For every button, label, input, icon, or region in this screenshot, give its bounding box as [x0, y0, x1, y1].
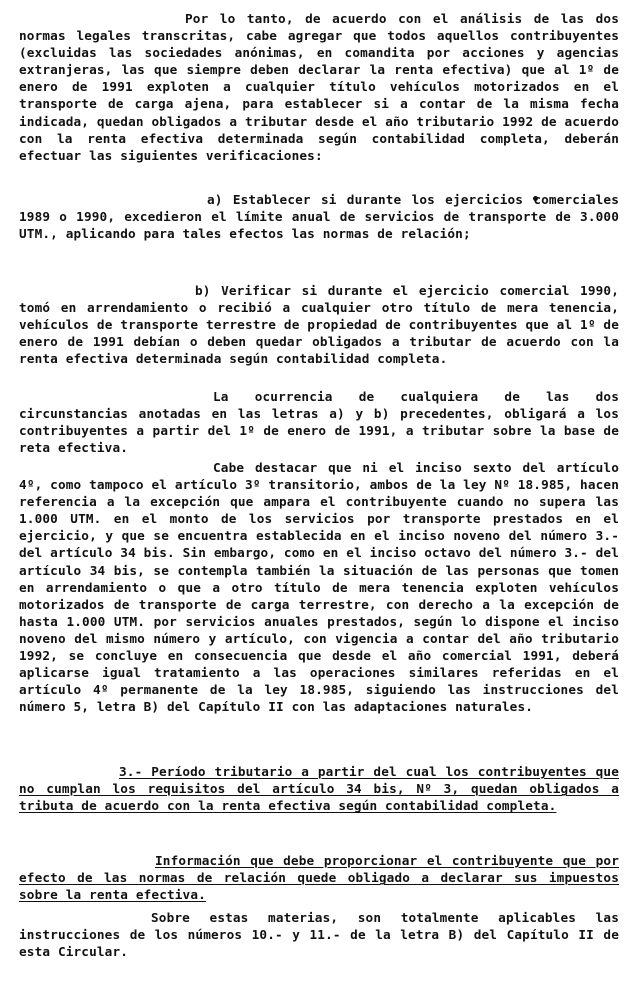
paragraph-item-a: a) Establecer si durante los ejercicios comerciales 1989 o 1990, excedieron el límite anual de servicios de transporte de 3.000 UTM., aplicando para tales efectos las normas de relación; [19, 192, 619, 242]
paragraph-item-b: b) Verificar si durante el ejercicio comercial 1990, tomó en arrendamiento o recibió a cualquier otro título de mera tenencia, vehículos de transporte terrestre de propiedad de contribuyentes que al 1º de enero de 1991 debían o deben quedar obligados a tributar de acuerdo con la renta efectiva determinada según contabilidad completa. [19, 283, 619, 367]
paragraph-highlight: Cabe destacar que ni el inciso sexto del artículo 4º, como tampoco el artículo 3º transitorio, ambos de la ley Nº 18.985, hacen referencia a la excepción que ampara el contribuyente cuando no supera las 1.000 UTM. en el monto de los servicios por transporte prestados en el ejercicio, y que se encuentra establecida en el inciso noveno del número 3.- del artículo 34 bis. Sin embargo, como en el inciso octavo del número 3.- del artículo 34 bis, se contempla también la situación de las personas que tomen en arrendamiento o que a otro título de mera tenencia exploten vehículos motorizados de transporte de carga terrestre, con derecho a la excepción de hasta 1.000 UTM. por servicios anuales prestados, según lo dispone el inciso noveno del mismo número y artículo, con vigencia a contar del año tributario 1992, se concluye en consecuencia que desde el año comercial 1991, deberá aplicarse igual tratamiento a las operaciones similares referidas en el artículo 4º permanente de la ley 18.985, siguiendo las instrucciones del número 5, letra B) del Capítulo II con las adaptaciones naturales. [19, 460, 619, 715]
paragraph-intro: Por lo tanto, de acuerdo con el análisis de las dos normas legales transcritas, cabe agregar que todos aquellos contribuyentes (excluidas las sociedades anónimas, en comandita por acciones y agencias extranjeras, las que siempre deben declarar la renta efectiva) que al 1º de enero de 1991 exploten a cualquier título vehículos motorizados en el transporte de carga ajena, para establecer si a contar de la misma fecha indicada, quedan obligados a tributar desde el año tributario 1992 de acuerdo con la renta efectiva determinada según contabilidad completa, deberán efectuar las siguientes verificaciones: [19, 11, 619, 163]
paragraph-occurrence: La ocurrencia de cualquiera de las dos circunstancias anotadas en las letras a) y b) precedentes, obligará a los contribuyentes a partir del 1º de enero de 1991, a tributar sobre la base de reta efectiva. [19, 389, 619, 456]
information-heading: Información que debe proporcionar el contribuyente que por efecto de las normas de relación quede obligado a declarar sus impuestos sobre la renta efectiva. [19, 853, 619, 903]
section-3-heading: 3.- Período tributario a partir del cual los contribuyentes que no cumplan los requisitos del artículo 34 bis, Nº 3, quedan obligados a tributa de acuerdo con la renta efectiva según contabilidad completa. [19, 764, 619, 814]
paragraph-closing: Sobre estas materias, son totalmente aplicables las instrucciones de los números 10.- y 11.- de la letra B) del Capítulo II de esta Circular. [19, 910, 619, 960]
